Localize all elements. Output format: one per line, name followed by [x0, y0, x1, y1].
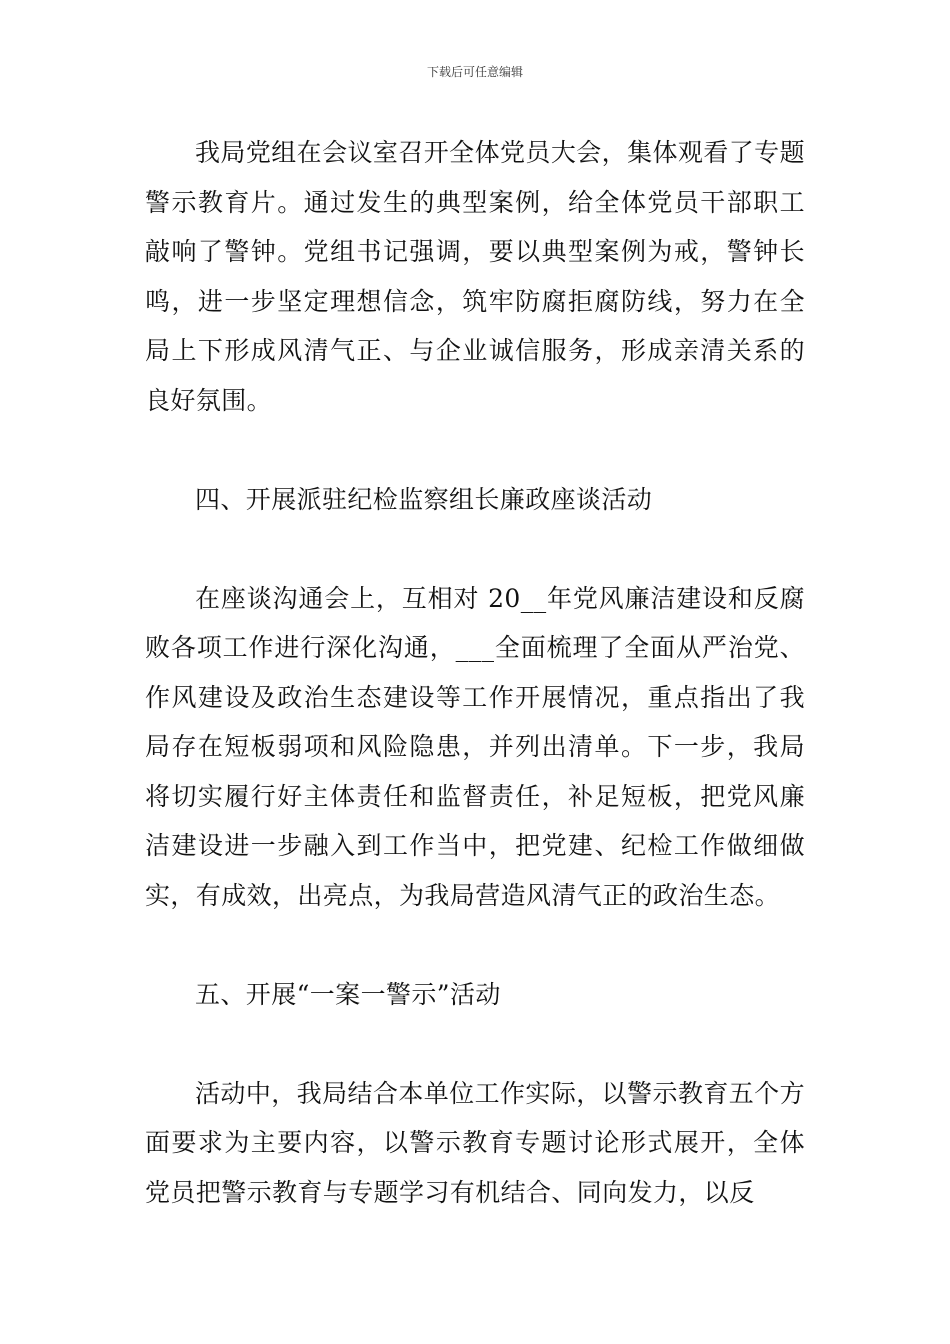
page-header: 下载后可任意编辑	[426, 65, 523, 79]
section-heading-5: 五、开展“一案一警示”活动	[195, 979, 501, 1009]
paragraph-party-meeting: 我局党组在会议室召开全体党员大会，集体观看了专题警示教育片。通过发生的典型案例，给全体党员干部职工敲响了警钟。党组书记强调，要以典型案例为戒，警钟长鸣，进一步坚定理想信念，筑牢防腐拒腐防线，努力在全局上下形成风清气正、与企业诚信服务，形成亲清关系的良好氛围。	[145, 138, 805, 415]
spacer	[145, 1019, 805, 1069]
spacer	[145, 524, 805, 574]
section-heading-4: 四、开展派驻纪检监察组长廉政座谈活动	[195, 484, 653, 514]
paragraph-symposium: 在座谈沟通会上，互相对 20__年党风廉洁建设和反腐败各项工作进行深化沟通，___全面梳理了全面从严治党、作风建设及政治生态建设等工作开展情况，重点指出了我局存在短板弱项和风险隐患，并列出清单。下一步，我局将切实履行好主体责任和监督责任，补足短板，把党风廉洁建设进一步融入到工作当中，把党建、纪检工作做细做实，有成效，出亮点，为我局营造风清气正的政治生态。	[145, 583, 805, 910]
spacer	[145, 425, 805, 475]
paragraph-warning-activity: 活动中，我局结合本单位工作实际，以警示教育五个方面要求为主要内容，以警示教育专题讨论形式展开，全体党员把警示教育与专题学习有机结合、同向发力，以反	[145, 1078, 805, 1207]
document-body	[145, 128, 805, 1217]
spacer	[145, 920, 805, 970]
